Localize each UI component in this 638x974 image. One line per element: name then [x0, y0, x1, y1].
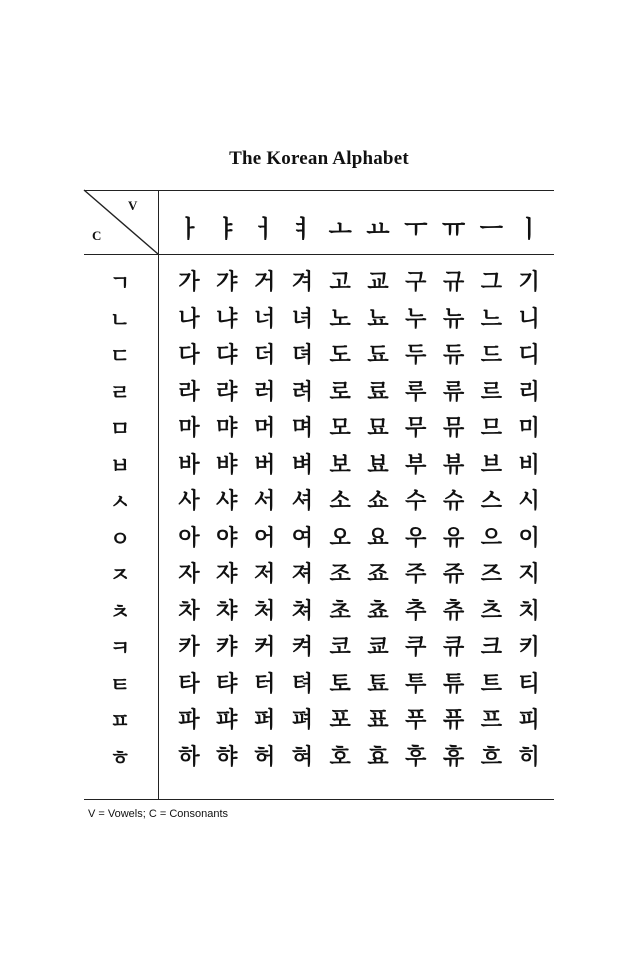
consonant-label-8: ㅇ: [109, 526, 131, 551]
syllable-cell: 초: [329, 598, 351, 624]
consonant-label-11: ㅋ: [109, 636, 131, 660]
syllable-cell: 고: [329, 270, 351, 295]
header-bottom-rule: [84, 254, 554, 255]
syllable-cell: 댜: [216, 343, 238, 368]
syllable-cell: 큐: [442, 635, 465, 660]
syllable-cell: 요: [367, 525, 389, 551]
consonant-label-13: ㅍ: [109, 709, 131, 733]
syllable-cell: 져: [291, 562, 314, 587]
consonant-label-1: ㄱ: [109, 271, 131, 295]
syllable-cell: 셔: [291, 489, 314, 514]
corner-diagonal-line: [84, 190, 158, 254]
consonant-label-14: ㅎ: [109, 745, 131, 770]
syllable-cell: 히: [518, 744, 540, 770]
syllable-cell: 다: [178, 343, 200, 368]
syllable-cell: 죠: [367, 562, 389, 587]
syllable-cell: 므: [480, 416, 503, 441]
syllable-cell: 저: [253, 562, 276, 587]
syllable-cell: 지: [518, 562, 540, 587]
syllable-cell: 묘: [367, 416, 389, 441]
consonant-label-5: ㅁ: [109, 417, 131, 441]
syllable-cell: 수: [405, 489, 427, 514]
syllable-cell: 표: [367, 708, 389, 733]
syllable-cell: 바: [178, 452, 200, 478]
syllable-cell: 시: [518, 489, 540, 514]
syllable-cell: 냐: [216, 306, 238, 332]
syllable-cell: 뉴: [442, 306, 465, 332]
syllable-cell: 갸: [216, 270, 238, 295]
syllable-cell: 쳐: [291, 598, 314, 624]
syllable-cell: 키: [518, 635, 540, 660]
syllable-cell: 머: [253, 416, 276, 441]
vowel-header-9: ㅡ: [479, 215, 503, 243]
syllable-cell: 휴: [442, 744, 465, 770]
syllable-cell: 터: [253, 671, 276, 697]
consonant-label-6: ㅂ: [109, 453, 131, 478]
syllable-cell: 뷰: [442, 452, 465, 478]
syllable-cell: 랴: [216, 379, 238, 405]
syllable-cell: 치: [518, 598, 540, 624]
syllable-cell: 조: [329, 562, 351, 587]
syllable-cell: 카: [178, 635, 200, 660]
syllable-cell: 툐: [367, 671, 389, 697]
syllable-cell: 포: [329, 708, 351, 733]
syllable-cell: 며: [291, 416, 314, 441]
vowel-header-5: ㅗ: [328, 215, 352, 243]
syllable-cell: 모: [329, 416, 351, 441]
syllable-cell: 혀: [291, 744, 314, 770]
syllable-cell: 류: [442, 379, 465, 405]
syllable-cell: 투: [405, 671, 427, 697]
syllable-cell: 튜: [442, 671, 465, 697]
syllable-cell: 녀: [291, 306, 314, 332]
syllable-cell: 피: [518, 708, 540, 733]
syllable-cell: 츠: [480, 598, 503, 624]
syllable-cell: 너: [253, 306, 276, 332]
syllable-cell: 토: [329, 671, 351, 697]
consonant-label-4: ㄹ: [109, 380, 131, 405]
syllable-cell: 교: [367, 270, 389, 295]
syllable-cell: 펴: [291, 708, 314, 733]
syllable-cell: 디: [518, 343, 540, 368]
syllable-cell: 캬: [216, 635, 238, 660]
syllable-cell: 쿄: [367, 635, 389, 660]
syllable-cell: 즈: [480, 562, 503, 587]
syllable-cell: 쇼: [367, 489, 389, 514]
syllable-cell: 사: [178, 489, 200, 514]
syllable-cell: 켜: [291, 635, 314, 660]
syllable-cell: 뱌: [216, 452, 238, 478]
syllable-cell: 주: [405, 562, 427, 587]
syllable-cell: 두: [405, 343, 427, 368]
syllable-cell: 어: [253, 525, 276, 551]
syllable-cell: 루: [405, 379, 427, 405]
syllable-cell: 퓨: [442, 708, 465, 733]
consonant-label-7: ㅅ: [109, 490, 131, 514]
syllable-cell: 커: [253, 635, 276, 660]
syllable-cell: 미: [518, 416, 540, 441]
syllable-cell: 텨: [291, 671, 314, 697]
syllable-cell: 슈: [442, 489, 465, 514]
syllable-cell: 드: [480, 343, 503, 368]
syllable-cell: 타: [178, 671, 200, 697]
syllable-cell: 쵸: [367, 598, 389, 624]
consonant-label-12: ㅌ: [109, 672, 131, 697]
syllable-cell: 먀: [216, 416, 238, 441]
syllable-cell: 브: [480, 452, 503, 478]
syllable-cell: 아: [178, 525, 200, 551]
syllable-cell: 구: [405, 270, 427, 295]
syllable-cell: 기: [518, 270, 540, 295]
syllable-cell: 츄: [442, 598, 465, 624]
table-vertical-rule: [158, 190, 159, 800]
syllable-cell: 쿠: [405, 635, 427, 660]
syllable-cell: 처: [253, 598, 276, 624]
syllable-cell: 리: [518, 379, 540, 405]
page-title: The Korean Alphabet: [229, 148, 409, 169]
syllable-cell: 버: [253, 452, 276, 478]
vowel-header-8: ㅠ: [442, 215, 466, 243]
syllable-cell: 벼: [291, 452, 314, 478]
syllable-cell: 쟈: [216, 562, 238, 587]
syllable-cell: 탸: [216, 671, 238, 697]
corner-label-vowels: V: [128, 198, 138, 213]
vowel-header-7: ㅜ: [404, 215, 428, 243]
syllable-cell: 트: [480, 671, 503, 697]
syllable-cell: 푸: [405, 708, 427, 733]
vowel-header-3: ㅓ: [253, 215, 277, 243]
syllable-cell: 보: [329, 452, 351, 478]
syllable-cell: 스: [480, 489, 503, 514]
consonant-label-3: ㄷ: [109, 344, 131, 368]
syllable-cell: 비: [518, 452, 540, 478]
syllable-cell: 퍼: [253, 708, 276, 733]
syllable-cell: 려: [291, 379, 314, 405]
syllable-cell: 효: [367, 744, 389, 770]
syllable-cell: 됴: [367, 343, 389, 368]
syllable-cell: 듀: [442, 343, 465, 368]
syllable-cell: 유: [442, 525, 465, 551]
syllable-cell: 규: [442, 270, 465, 295]
footnote: V = Vowels; C = Consonants: [88, 808, 229, 820]
syllable-cell: 프: [480, 708, 503, 733]
syllable-cell: 마: [178, 416, 200, 441]
syllable-cell: 니: [518, 306, 540, 332]
syllable-cell: 뇨: [367, 306, 389, 332]
syllable-cell: 르: [480, 379, 503, 405]
consonant-label-2: ㄴ: [109, 307, 131, 332]
syllable-cell: 쥬: [442, 562, 465, 587]
vowel-header-1: ㅏ: [177, 215, 201, 243]
syllable-cell: 나: [178, 306, 200, 332]
syllable-cell: 허: [253, 744, 276, 770]
syllable-cell: 소: [329, 489, 351, 514]
syllable-cell: 뵤: [367, 452, 389, 478]
syllable-cell: 거: [253, 270, 276, 295]
syllable-cell: 이: [518, 525, 540, 551]
consonant-label-10: ㅊ: [109, 599, 131, 624]
syllable-cell: 으: [480, 525, 503, 551]
syllable-cell: 야: [216, 525, 238, 551]
syllable-cell: 후: [405, 744, 427, 770]
vowel-header-10: ㅣ: [517, 215, 541, 243]
syllable-cell: 뮤: [442, 416, 465, 441]
syllable-cell: 차: [178, 598, 200, 624]
syllable-cell: 라: [178, 379, 200, 405]
syllable-cell: 누: [405, 306, 427, 332]
syllable-cell: 코: [329, 635, 351, 660]
syllable-cell: 우: [405, 525, 427, 551]
syllable-cell: 부: [405, 452, 427, 478]
consonant-label-9: ㅈ: [109, 563, 131, 587]
syllable-cell: 여: [291, 525, 314, 551]
syllable-cell: 더: [253, 343, 276, 368]
syllable-cell: 뎌: [291, 343, 314, 368]
syllable-cell: 샤: [216, 489, 238, 514]
syllable-cell: 자: [178, 562, 200, 587]
syllable-cell: 퍄: [216, 708, 238, 733]
syllable-cell: 크: [480, 635, 503, 660]
syllable-cell: 그: [480, 270, 503, 295]
syllable-cell: 서: [253, 489, 276, 514]
vowel-header-2: ㅑ: [215, 215, 239, 243]
syllable-cell: 무: [405, 416, 427, 441]
syllable-cell: 도: [329, 343, 351, 368]
syllable-cell: 료: [367, 379, 389, 405]
syllable-cell: 흐: [480, 744, 503, 770]
syllable-cell: 느: [480, 306, 503, 332]
syllable-cell: 티: [518, 671, 540, 697]
syllable-cell: 러: [253, 379, 276, 405]
vowel-header-6: ㅛ: [366, 215, 390, 243]
table-bottom-rule: [84, 799, 554, 800]
syllable-cell: 오: [329, 525, 351, 551]
syllable-cell: 가: [178, 270, 200, 295]
syllable-cell: 노: [329, 306, 351, 332]
syllable-cell: 추: [405, 598, 427, 624]
syllable-cell: 파: [178, 708, 200, 733]
syllable-cell: 챠: [216, 598, 238, 624]
syllable-cell: 햐: [216, 744, 238, 770]
vowel-header-4: ㅕ: [290, 215, 314, 243]
syllable-cell: 호: [329, 744, 351, 770]
corner-label-consonants: C: [92, 228, 102, 243]
syllable-cell: 하: [178, 744, 200, 770]
syllable-cell: 로: [329, 379, 351, 405]
syllable-cell: 겨: [291, 270, 314, 295]
